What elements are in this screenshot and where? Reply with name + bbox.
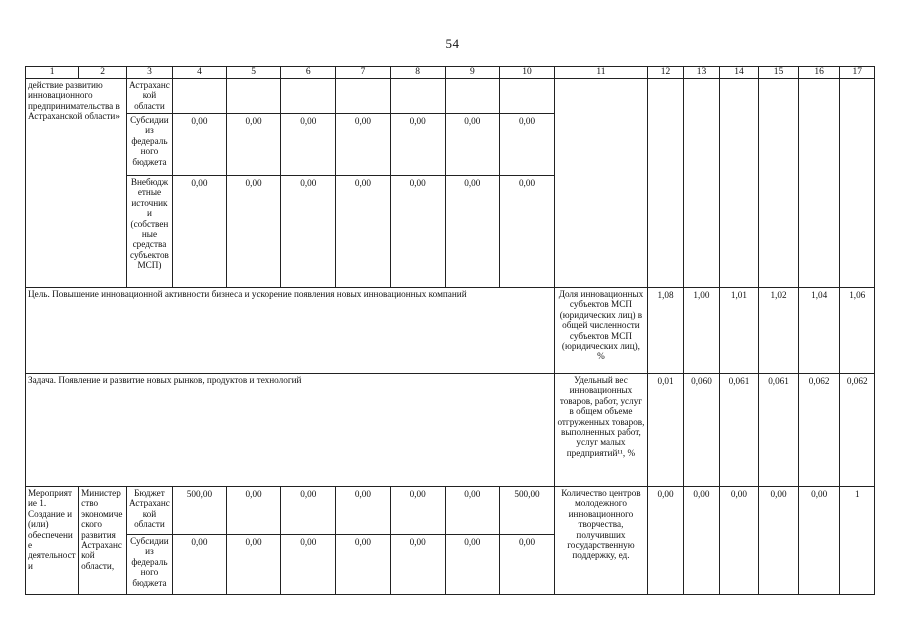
value-cell: 0,062 bbox=[840, 374, 875, 487]
goal-text: Цель. Повышение инновационной активности бизнеса и ускорение появления новых инновационных компаний bbox=[26, 288, 555, 374]
value-cell: 0,00 bbox=[336, 176, 390, 288]
value-cell: 0,00 bbox=[336, 535, 390, 595]
header-cell: 2 bbox=[79, 67, 127, 79]
header-cell: 1 bbox=[26, 67, 79, 79]
funding-source-cell: Субсидии из федерального бюджета bbox=[127, 535, 173, 595]
value-cell: 0,00 bbox=[281, 535, 336, 595]
value-cell: 0,00 bbox=[445, 114, 499, 176]
value-cell: 0,062 bbox=[798, 374, 840, 487]
executor-cell: Министерство экономического развития Астраханской области, bbox=[79, 487, 127, 595]
value-cell: 0,00 bbox=[390, 487, 445, 535]
value-cell: 0,00 bbox=[227, 176, 281, 288]
header-cell: 15 bbox=[759, 67, 799, 79]
table-row bbox=[26, 487, 875, 535]
value-cell: 0,00 bbox=[759, 487, 799, 595]
value-cell: 0,00 bbox=[499, 114, 554, 176]
funding-source-cell: Астраханской области bbox=[127, 79, 173, 114]
value-cell: 0,00 bbox=[227, 114, 281, 176]
header-cell: 7 bbox=[336, 67, 390, 79]
value-cell: 1,00 bbox=[684, 288, 719, 374]
value-cell: 0,00 bbox=[499, 535, 554, 595]
value-cell: 0,00 bbox=[445, 487, 499, 535]
indicator-cell bbox=[555, 79, 648, 288]
indicator-cell: Удельный вес инновационных товаров, работ, услуг в общем объеме отгруженных товаров, выполненных работ, услуг малых предприятий¹¹, % bbox=[555, 374, 648, 487]
indicator-cell: Доля инновационных субъектов МСП (юридических лиц) в общей численности субъектов МСП (юридических лиц), % bbox=[555, 288, 648, 374]
value-cell: 1,01 bbox=[719, 288, 759, 374]
value-cell: 0,00 bbox=[390, 176, 445, 288]
header-cell: 12 bbox=[647, 67, 683, 79]
value-cell: 0,060 bbox=[684, 374, 719, 487]
header-cell: 3 bbox=[127, 67, 173, 79]
value-cell: 0,00 bbox=[390, 535, 445, 595]
measure-name-cell: действие развитию инновационного предпринимательства в Астраханской области» bbox=[26, 79, 127, 288]
value-cell: 0,00 bbox=[798, 487, 840, 595]
value-cell: 1,04 bbox=[798, 288, 840, 374]
budget-table bbox=[25, 66, 875, 595]
header-cell: 13 bbox=[684, 67, 719, 79]
value-cell: 1 bbox=[840, 487, 875, 595]
value-cell: 0,00 bbox=[499, 176, 554, 288]
header-cell: 16 bbox=[798, 67, 840, 79]
page-number: 54 bbox=[445, 36, 460, 51]
value-cell: 0,00 bbox=[281, 176, 336, 288]
header-cell: 9 bbox=[445, 67, 499, 79]
value-cell: 0,00 bbox=[336, 487, 390, 535]
value-cell: 0,00 bbox=[281, 114, 336, 176]
header-cell: 6 bbox=[281, 67, 336, 79]
funding-source-cell: Субсидии из федерального бюджета bbox=[127, 114, 173, 176]
value-cell: 0,00 bbox=[336, 114, 390, 176]
value-cell: 0,00 bbox=[719, 487, 759, 595]
header-cell: 17 bbox=[840, 67, 875, 79]
value-cell: 0,00 bbox=[172, 114, 226, 176]
task-row bbox=[26, 374, 875, 487]
value-cell: 1,06 bbox=[840, 288, 875, 374]
header-cell: 8 bbox=[390, 67, 445, 79]
funding-source-cell: Бюджет Астраханской области bbox=[127, 487, 173, 535]
measure-name-cell: Мероприятие 1. Создание и (или) обеспечение деятельности bbox=[26, 487, 79, 595]
value-cell: 0,00 bbox=[172, 535, 226, 595]
value-cell: 0,00 bbox=[281, 487, 336, 535]
value-cell: 0,00 bbox=[390, 114, 445, 176]
value-cell: 0,061 bbox=[759, 374, 799, 487]
task-text: Задача. Появление и развитие новых рынков, продуктов и технологий bbox=[26, 374, 555, 487]
column-number-row bbox=[26, 67, 875, 79]
funding-source-cell: Внебюджетные источники (собственные средства субъектов МСП) bbox=[127, 176, 173, 288]
header-cell: 14 bbox=[719, 67, 759, 79]
value-cell: 0,00 bbox=[227, 487, 281, 535]
value-cell: 0,01 bbox=[647, 374, 683, 487]
value-cell: 500,00 bbox=[172, 487, 226, 535]
goal-row bbox=[26, 288, 875, 374]
value-cell: 0,00 bbox=[647, 487, 683, 595]
value-cell: 1,08 bbox=[647, 288, 683, 374]
value-cell: 0,00 bbox=[445, 535, 499, 595]
header-cell: 4 bbox=[172, 67, 226, 79]
value-cell: 0,00 bbox=[445, 176, 499, 288]
value-cell: 500,00 bbox=[499, 487, 554, 535]
value-cell: 0,00 bbox=[684, 487, 719, 595]
header-cell: 10 bbox=[499, 67, 554, 79]
value-cell: 0,00 bbox=[227, 535, 281, 595]
value-cell: 0,00 bbox=[172, 176, 226, 288]
indicator-cell: Количество центров молодежного инновационного творчества, получивших государственную поддержку, ед. bbox=[555, 487, 648, 595]
budget-table-container bbox=[25, 66, 875, 595]
value-cell: 0,061 bbox=[719, 374, 759, 487]
header-cell: 11 bbox=[555, 67, 648, 79]
header-cell: 5 bbox=[227, 67, 281, 79]
value-cell: 1,02 bbox=[759, 288, 799, 374]
table-row bbox=[26, 79, 875, 114]
